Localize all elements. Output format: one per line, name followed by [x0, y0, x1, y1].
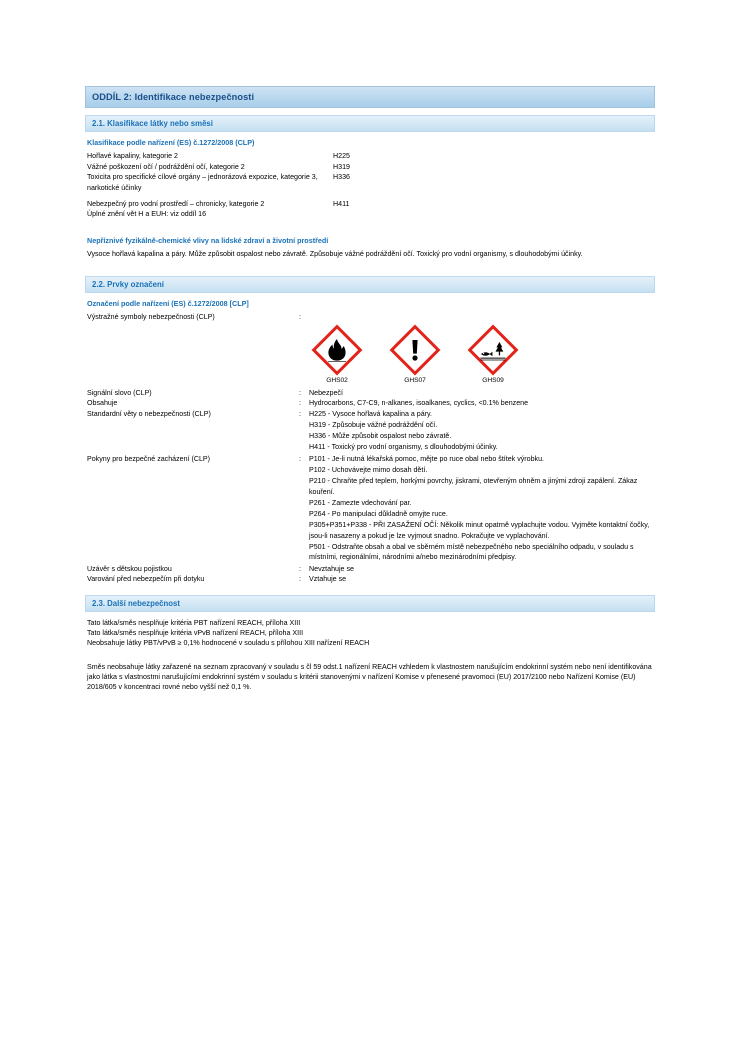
classification-row — [87, 172, 655, 193]
pictograms-row — [87, 312, 655, 323]
row-value: Hydrocarbons, C7-C9, n-alkanes, isoalkanes, cyclics, <0.1% benzene — [309, 399, 529, 408]
classification-text: Toxicita pro specifické cílové orgány – jednorázová expozice, kategorie 3, narkotické účinky — [87, 173, 318, 192]
label-row-contains — [87, 398, 655, 409]
other-hazard-line: Tato látka/směs nesplňuje kritéria vPvB nařízení REACH, příloha XIII — [87, 629, 304, 638]
classification-code — [333, 209, 393, 220]
row-value: Nevztahuje se — [309, 564, 354, 573]
classification-code: H225 — [333, 152, 350, 160]
other-hazard-line: Tato látka/směs nesplňuje kritéria PBT nařízení REACH, příloha XIII — [87, 618, 301, 627]
row-colon: : — [299, 410, 301, 419]
environment-fish-tree-icon — [468, 325, 518, 375]
labelling-heading: Označení podle nařízení (ES) č.1272/2008 [CLP] — [87, 299, 249, 309]
hazard-statement: H225 - Vysoce hořlavá kapalina a páry. — [309, 410, 433, 419]
row-label: Varování před nebezpečím při dotyku — [87, 575, 205, 584]
classification-row — [87, 151, 655, 162]
ghs-pictogram — [387, 325, 443, 384]
classification-row — [87, 199, 655, 210]
row-label: Signální slovo (CLP) — [87, 388, 152, 397]
ghs-pictogram — [309, 325, 365, 384]
precautionary-statement: P264 - Po manipulaci důkladně omyjte ruce. — [309, 509, 448, 518]
ghs-pictogram-group — [309, 325, 655, 384]
precautionary-statement: P501 - Odstraňte obsah a obal ve sběrném místě nebezpečného nebo speciálního odpadu, v souladu s místními, regionálními, národními a/nebo mezinárodními předpisy. — [309, 542, 634, 562]
label-row-signal-word — [87, 388, 655, 399]
subsection-header-2-3: 2.3. Další nebezpečnost — [85, 595, 655, 612]
row-colon: : — [299, 564, 301, 573]
ghs-pictogram — [465, 325, 521, 384]
classification-text: Úplné znění vět H a EUH: viz oddíl 16 — [87, 210, 207, 219]
ghs-code: GHS02 — [326, 376, 348, 384]
pictograms-label: Výstražné symboly nebezpečnosti (CLP) — [87, 313, 215, 322]
row-label: Uzávěr s dětskou pojistkou — [87, 564, 172, 573]
classification-text: Vážné poškození očí / podráždění očí, kategorie 2 — [87, 162, 245, 171]
row-colon: : — [299, 313, 301, 322]
hazard-statement: H411 - Toxický pro vodní organismy, s dlouhodobými účinky. — [309, 443, 498, 452]
ghs-code: GHS07 — [404, 376, 426, 384]
classification-code: H336 — [333, 173, 350, 182]
row-label: Pokyny pro bezpečné zacházení (CLP) — [87, 454, 211, 463]
label-row-child-resistant-fastening — [87, 564, 655, 575]
row-colon: : — [299, 454, 301, 463]
row-value: Nebezpečí — [309, 388, 343, 397]
adverse-effects-heading: Nepříznivé fyzikálně-chemické vlivy na lidské zdraví a životní prostředí — [87, 235, 329, 245]
other-hazard-line: Neobsahuje látky PBT/vPvB ≥ 0,1% hodnocené v souladu s přílohou XIII nařízení REACH — [87, 639, 370, 648]
label-row-tactile-warning — [87, 574, 655, 585]
exclamation-mark-icon — [390, 325, 440, 375]
adverse-effects-text: Vysoce hořlavá kapalina a páry. Může způsobit ospalost nebo závratě. Způsobuje vážné podráždění očí. Toxický pro vodní organismy, s dlouhodobými účinky. — [87, 249, 583, 258]
precautionary-statement: P210 - Chraňte před teplem, horkými povrchy, jiskrami, otevřeným ohněm a jinými zdroji zapálení. Zákaz kouření. — [309, 476, 638, 496]
row-colon: : — [299, 399, 301, 408]
row-value: Vztahuje se — [309, 575, 347, 584]
row-label: Standardní věty o nebezpečnosti (CLP) — [87, 410, 211, 419]
classification-row — [87, 209, 655, 220]
label-row-hazard-statements — [87, 409, 655, 454]
classification-code: H411 — [333, 199, 350, 208]
row-label: Obsahuje — [87, 399, 118, 408]
sds-section-2 — [85, 86, 655, 695]
precautionary-statement: P261 - Zamezte vdechování par. — [309, 498, 412, 507]
ghs-code: GHS09 — [482, 376, 504, 384]
precautionary-statement: P305+P351+P338 - PŘI ZASAŽENÍ OČÍ: Několik minut opatrně vyplachujte vodou. Vyjměte kontaktní čočky, jsou-li nasazeny a pokud je lze vyjmout snadno. Pokračujte ve vyplachování. — [309, 520, 650, 540]
endocrine-disruptor-paragraph: Směs neobsahuje látky zařazené na seznam zpracovaný v souladu s čl 59 odst.1 nařízení REACH vzhledem k vlastnostem narušujícím endokrinní systém nebo není identifikována jako látka s vlastnostmi narušujícími endokrinní systém v souladu s kritérii stanovenými v nařízení Komise v přenesené pravomoci (EU) 2017/2100 nebo Nařízení Komise (EU) 2018/605 v koncentraci rovné nebo vyšší než 0,1 %. — [87, 662, 652, 692]
precautionary-statement: P101 - Je-li nutná lékařská pomoc, mějte po ruce obal nebo štítek výrobku. — [309, 454, 545, 463]
hazard-statement: H336 - Může způsobit ospalost nebo závratě. — [309, 432, 452, 441]
row-colon: : — [299, 388, 301, 397]
classification-text: Nebezpečný pro vodní prostředí – chronicky, kategorie 2 — [87, 199, 265, 208]
hazard-statement: H319 - Způsobuje vážné podráždění očí. — [309, 421, 438, 430]
precautionary-statement: P102 - Uchovávejte mimo dosah dětí. — [309, 465, 428, 474]
classification-row — [87, 162, 655, 173]
classification-code: H319 — [333, 162, 350, 171]
row-colon: : — [299, 575, 301, 584]
subsection-header-2-1: 2.1. Klasifikace látky nebo směsi — [85, 115, 655, 132]
classification-heading: Klasifikace podle nařízení (ES) č.1272/2008 (CLP) — [87, 138, 255, 147]
label-row-precautionary-statements — [87, 454, 655, 564]
section-header-2: ODDÍL 2: Identifikace nebezpečnosti — [85, 86, 655, 108]
flame-icon — [312, 325, 362, 375]
subsection-header-2-2: 2.2. Prvky označení — [85, 276, 655, 293]
classification-text: Hořlavé kapaliny, kategorie 2 — [87, 152, 178, 160]
